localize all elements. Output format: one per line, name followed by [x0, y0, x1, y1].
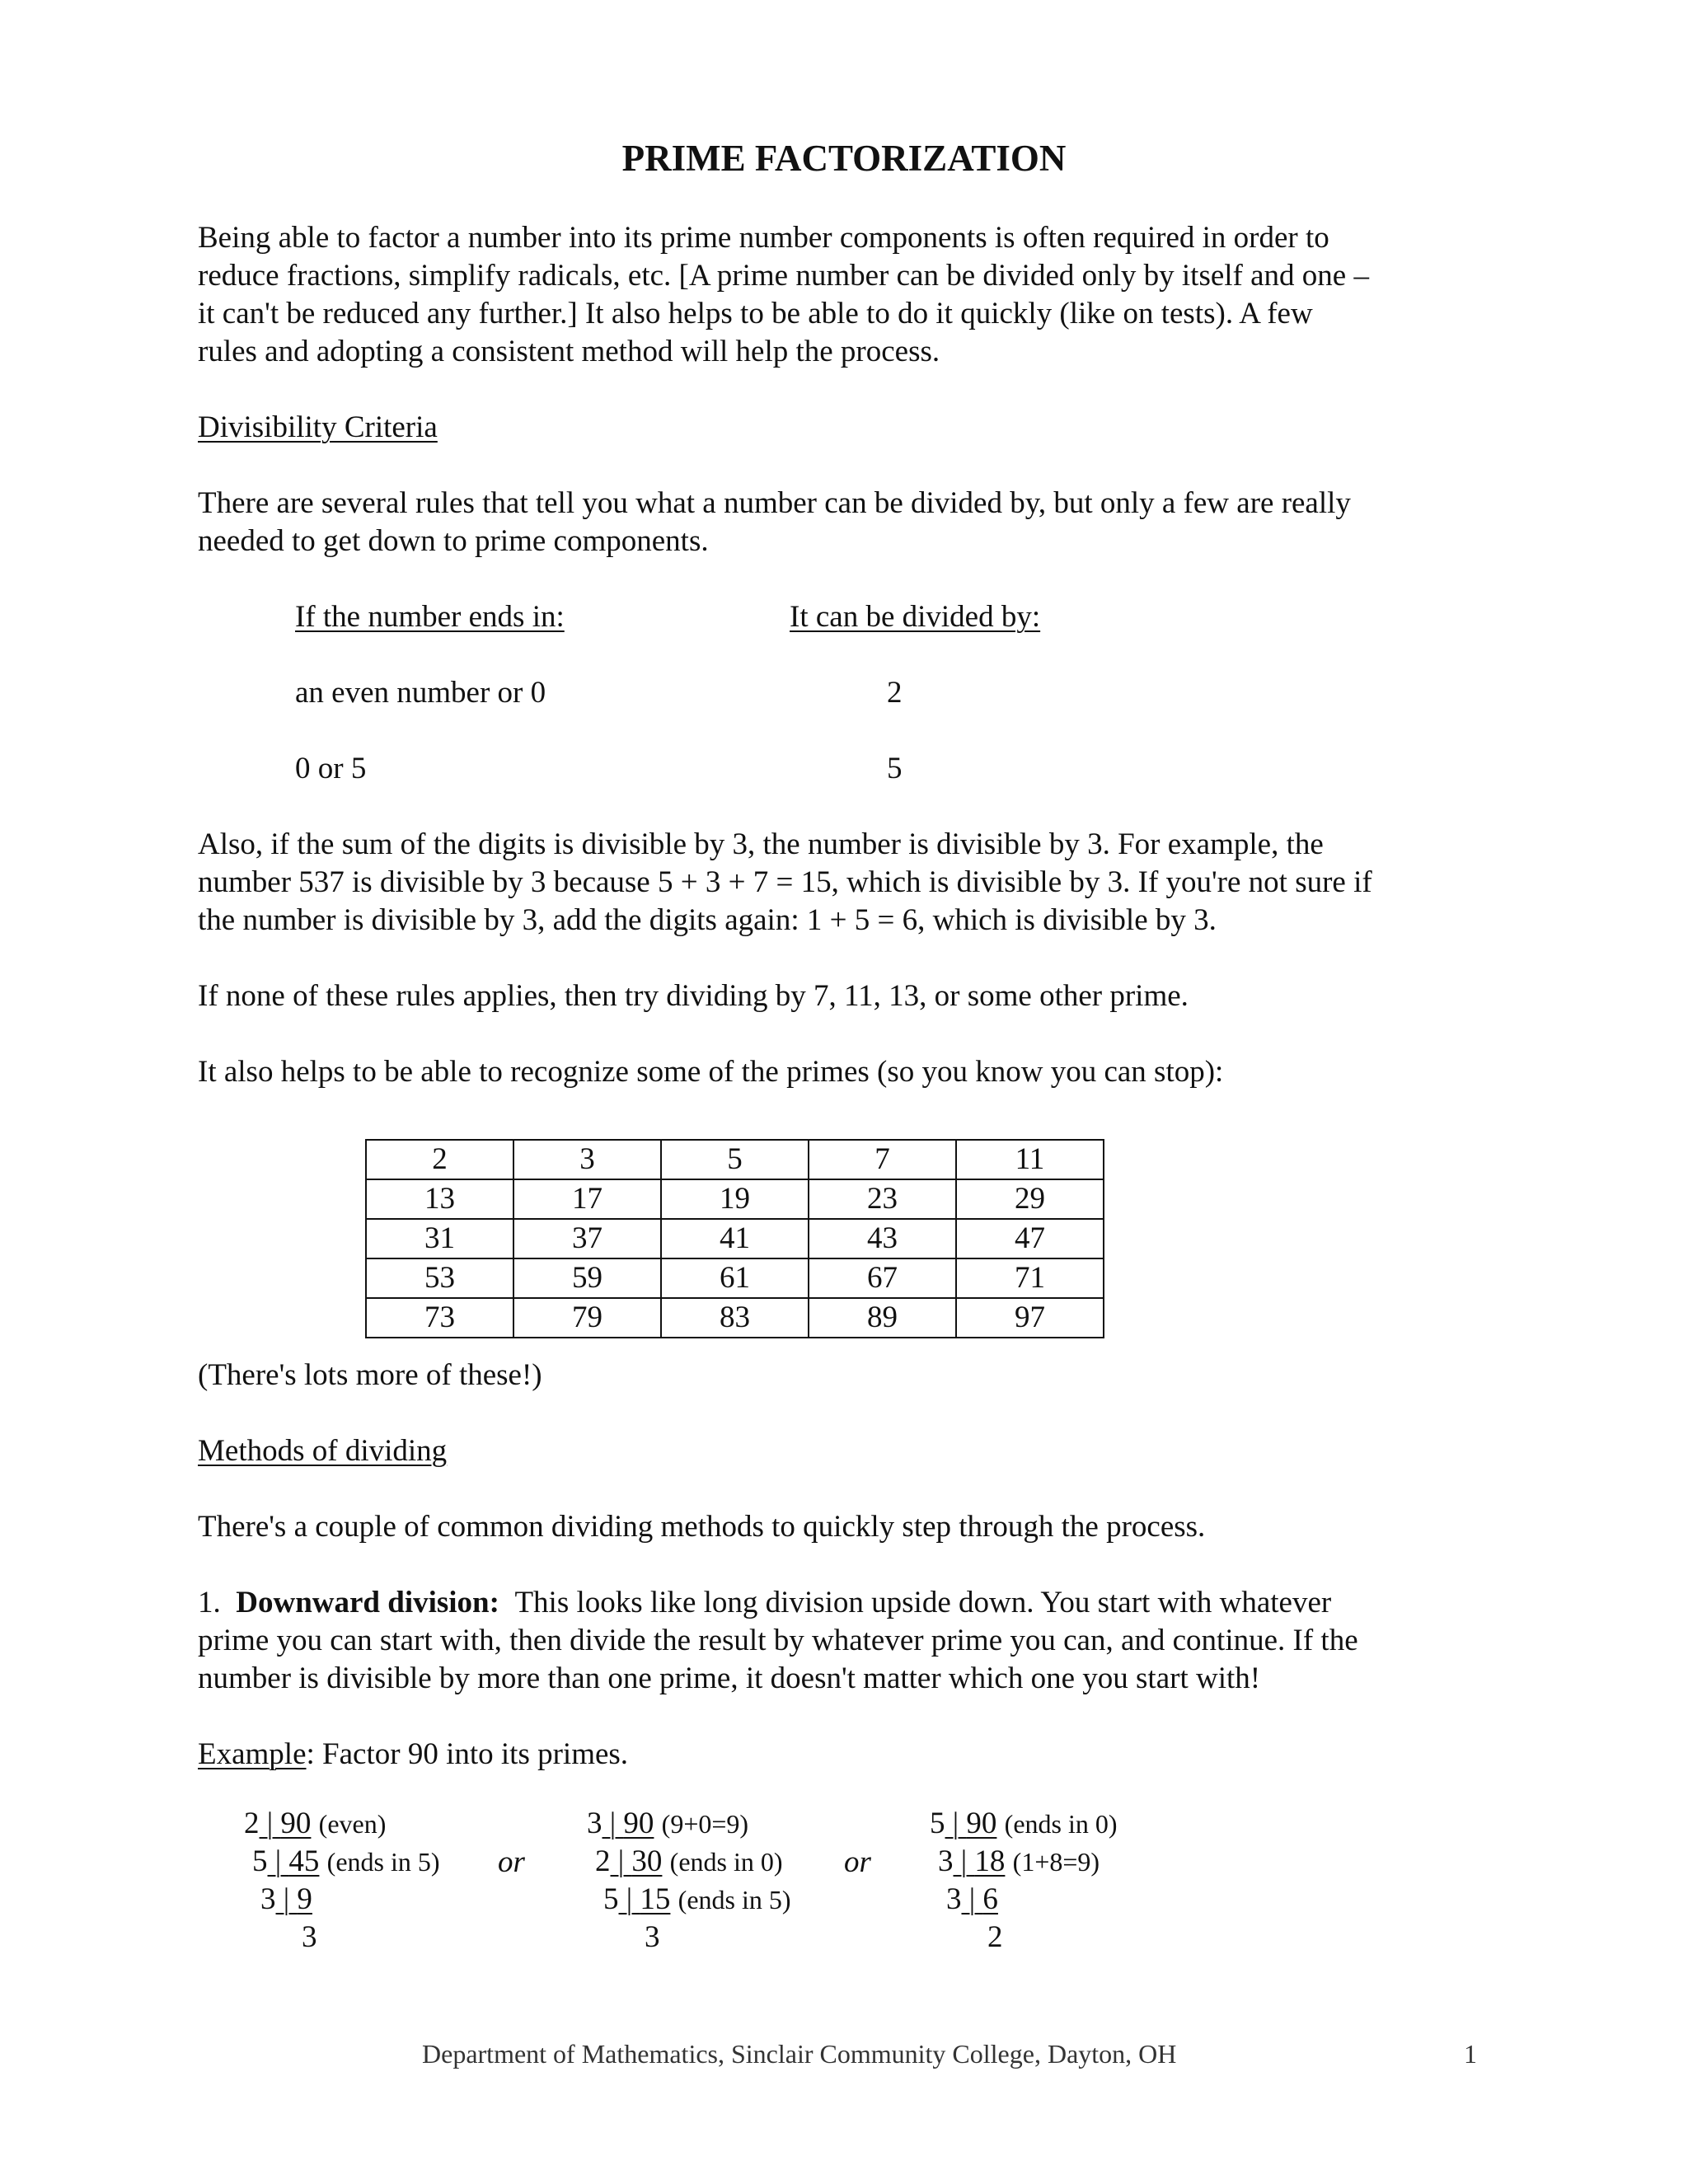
step-note: (ends in 0) — [1004, 1809, 1118, 1839]
dividend-value: 6 — [982, 1882, 998, 1916]
footer-text: Department of Mathematics, Sinclair Community College, Dayton, OH — [422, 2039, 1177, 2069]
step-divisor: 2 — [244, 1807, 260, 1840]
prime-cell: 5 — [661, 1140, 809, 1179]
prime-cell: 2 — [366, 1140, 513, 1179]
step-dividend: | 90 — [602, 1807, 654, 1840]
prime-cell: 61 — [661, 1258, 809, 1298]
step-note: (even) — [318, 1809, 387, 1839]
digit-sum-line: Also, if the sum of the digits is divisible by 3, the number is divisible by 3. For example, the — [198, 827, 1324, 861]
step-divisor: 3 — [938, 1844, 954, 1878]
step-divisor: 3 — [946, 1882, 962, 1916]
prime-cell: 89 — [809, 1298, 956, 1338]
division-step — [244, 1805, 386, 1843]
prime-cell: 37 — [513, 1219, 661, 1258]
rules-header-divisor: It can be divided by: — [790, 600, 1041, 634]
step-dividend: | 90 — [259, 1807, 312, 1840]
division-step — [603, 1881, 791, 1919]
rule-divisor: 5 — [887, 752, 903, 785]
step-note: (ends in 5) — [326, 1847, 440, 1877]
primes-table — [365, 1139, 1104, 1338]
prime-cell: 59 — [513, 1258, 661, 1298]
dividend-value: 90 — [623, 1807, 654, 1840]
prime-cell: 17 — [513, 1179, 661, 1219]
step-dividend: | 45 — [267, 1844, 320, 1878]
digit-sum-line: the number is divisible by 3, add the digits again: 1 + 5 = 6, which is divisible by 3. — [198, 903, 1217, 937]
method-name: Downward division: — [236, 1586, 499, 1619]
step-note: (9+0=9) — [661, 1809, 749, 1839]
prime-cell: 13 — [366, 1179, 513, 1219]
dividend-value: 45 — [288, 1844, 320, 1878]
dividend-value: 15 — [640, 1882, 671, 1916]
dividend-value: 30 — [631, 1844, 663, 1878]
division-step — [252, 1843, 440, 1881]
prime-cell: 7 — [809, 1140, 956, 1179]
step-divisor: 3 — [260, 1882, 276, 1916]
dividend-value: 18 — [974, 1844, 1006, 1878]
example-label: Example — [198, 1737, 307, 1771]
prime-cell: 83 — [661, 1298, 809, 1338]
intro-paragraph — [198, 219, 1517, 371]
step-divisor: 5 — [603, 1882, 619, 1916]
prime-cell: 47 — [956, 1219, 1104, 1258]
division-step — [587, 1805, 748, 1843]
prime-cell: 31 — [366, 1219, 513, 1258]
primes-row — [366, 1179, 1104, 1219]
dividend-value: 90 — [966, 1807, 997, 1840]
downward-line: prime you can start with, then divide the result by whatever prime you can, and continue. If the — [198, 1624, 1358, 1657]
prime-cell: 41 — [661, 1219, 809, 1258]
division-step — [946, 1881, 998, 1919]
digit-sum-line: number 537 is divisible by 3 because 5 + 3 + 7 = 15, which is divisible by 3. If you're not sure if — [198, 865, 1372, 899]
methods-heading: Methods of dividing — [198, 1434, 448, 1468]
dividend-value: 90 — [280, 1807, 312, 1840]
prime-cell: 19 — [661, 1179, 809, 1219]
step-dividend: | 6 — [961, 1882, 998, 1916]
prime-cell: 79 — [513, 1298, 661, 1338]
intro-line: reduce fractions, simplify radicals, etc. [A prime number can be divided only by itself and one – — [198, 259, 1369, 293]
step-dividend: | 90 — [945, 1807, 997, 1840]
prime-cell: 53 — [366, 1258, 513, 1298]
rule-ends-in: an even number or 0 — [295, 676, 546, 710]
primes-row — [366, 1258, 1104, 1298]
divisibility-line: There are several rules that tell you what a number can be divided by, but only a few are really — [198, 486, 1351, 520]
page-number: 1 — [1464, 2039, 1477, 2069]
method-text: This looks like long division upside down. You start with whatever — [514, 1586, 1332, 1619]
prime-cell: 3 — [513, 1140, 661, 1179]
prime-cell: 71 — [956, 1258, 1104, 1298]
division-step — [938, 1843, 1100, 1881]
or-word: or — [844, 1845, 871, 1879]
step-note: (1+8=9) — [1012, 1847, 1100, 1877]
more-primes-note: (There's lots more of these!) — [198, 1358, 542, 1392]
or-word: or — [498, 1845, 525, 1879]
intro-line: it can't be reduced any further.] It also helps to be able to do it quickly (like on tests). A few — [198, 297, 1313, 330]
dividend-value: 9 — [297, 1882, 312, 1916]
division-step — [595, 1843, 783, 1881]
rules-header-ends-in: If the number ends in: — [295, 600, 565, 634]
prime-cell: 11 — [956, 1140, 1104, 1179]
division-step — [260, 1881, 312, 1919]
digit-sum-paragraph — [198, 826, 1517, 940]
division-result: 3 — [302, 1920, 317, 1954]
primes-row — [366, 1298, 1104, 1338]
recognize-primes-text: It also helps to be able to recognize some of the primes (so you know you can stop): — [198, 1055, 1224, 1089]
step-divisor: 5 — [930, 1807, 945, 1840]
step-dividend: | 9 — [275, 1882, 312, 1916]
intro-line: Being able to factor a number into its prime number components is often required in order to — [198, 221, 1329, 255]
rule-ends-in: 0 or 5 — [295, 752, 367, 785]
step-note: (ends in 5) — [678, 1885, 791, 1915]
step-dividend: | 18 — [953, 1844, 1006, 1878]
prime-cell: 73 — [366, 1298, 513, 1338]
prime-cell: 29 — [956, 1179, 1104, 1219]
step-divisor: 3 — [587, 1807, 603, 1840]
step-note: (ends in 0) — [669, 1847, 783, 1877]
methods-paragraph: There's a couple of common dividing methods to quickly step through the process. — [198, 1510, 1206, 1544]
step-dividend: | 30 — [610, 1844, 663, 1878]
prime-cell: 43 — [809, 1219, 956, 1258]
rule-divisor: 2 — [887, 676, 903, 710]
prime-cell: 23 — [809, 1179, 956, 1219]
divisibility-paragraph — [198, 485, 1517, 560]
step-divisor: 2 — [595, 1844, 611, 1878]
prime-cell: 97 — [956, 1298, 1104, 1338]
downward-division-paragraph — [198, 1584, 1517, 1698]
division-result: 2 — [987, 1920, 1003, 1954]
intro-line: rules and adopting a consistent method will help the process. — [198, 335, 940, 368]
step-dividend: | 15 — [618, 1882, 671, 1916]
example-text: : Factor 90 into its primes. — [306, 1737, 629, 1771]
none-apply-text: If none of these rules applies, then try dividing by 7, 11, 13, or some other prime. — [198, 979, 1189, 1013]
step-divisor: 5 — [252, 1844, 268, 1878]
downward-line: number is divisible by more than one prime, it doesn't matter which one you start with! — [198, 1661, 1261, 1695]
downward-line — [198, 1584, 1517, 1622]
division-step — [930, 1805, 1118, 1843]
divisibility-line: needed to get down to prime components. — [198, 524, 709, 558]
prime-cell: 67 — [809, 1258, 956, 1298]
method-number: 1. — [198, 1586, 221, 1619]
page-title: PRIME FACTORIZATION — [621, 138, 1067, 179]
primes-row — [366, 1140, 1104, 1179]
primes-row — [366, 1219, 1104, 1258]
divisibility-heading: Divisibility Criteria — [198, 410, 438, 444]
division-result: 3 — [645, 1920, 660, 1954]
example-line — [198, 1736, 628, 1774]
